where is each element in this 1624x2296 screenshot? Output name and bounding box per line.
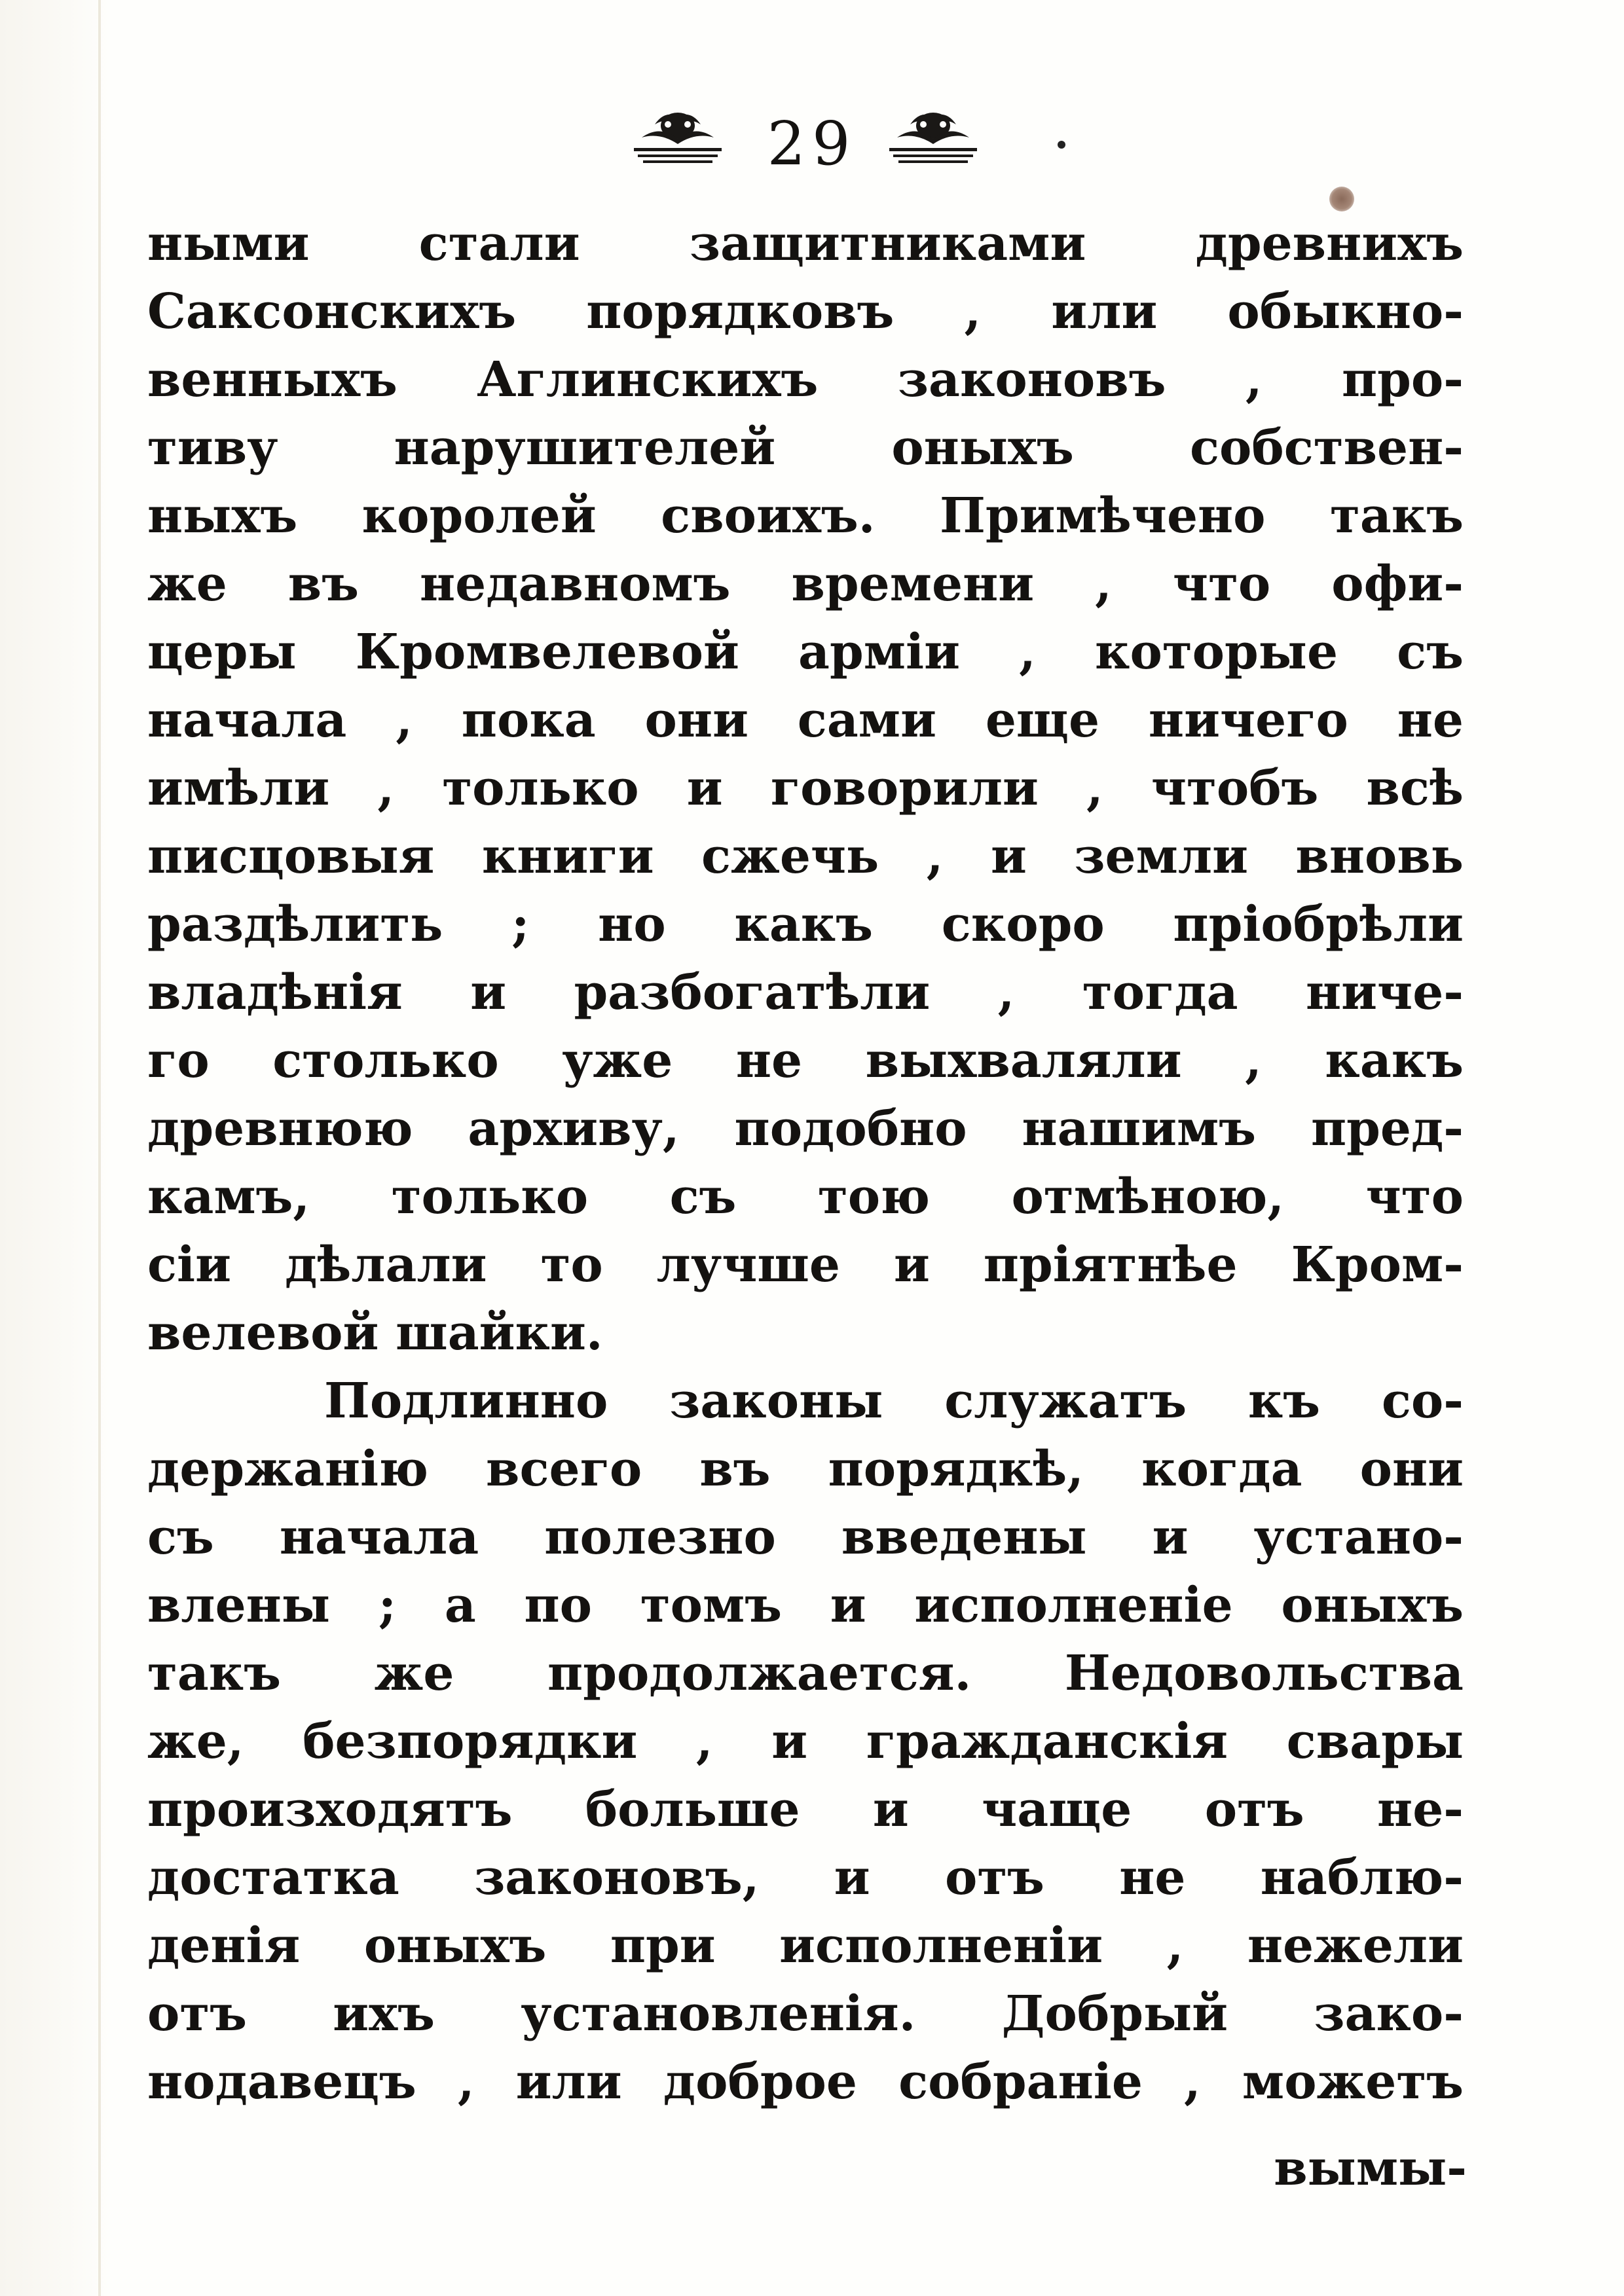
text-line: церы Кромвелевой арміи , которые съ (147, 624, 1464, 680)
text-line: начала , пока они сами еще ничего не (147, 692, 1464, 748)
text-line: влены ; а по томъ и исполненіе оныхъ (147, 1577, 1464, 1633)
text-line: раздѣлить ; но какъ скоро пріобрѣли (147, 896, 1464, 953)
page-header (0, 98, 1624, 190)
ink-stain (1329, 187, 1354, 211)
header-dot-mark (1058, 141, 1065, 149)
text-line: же въ недавномъ времени , что офи- (147, 556, 1464, 612)
text-line: такъ же продолжается. Недовольства (147, 1645, 1464, 1702)
text-line: ныхъ королей своихъ. Примѣчено такъ (147, 488, 1464, 544)
text-line: тиву нарушителей оныхъ собствен- (147, 420, 1464, 476)
text-line: владѣнія и разбогатѣли , тогда ниче- (147, 964, 1464, 1021)
text-line: денія оныхъ при исполненіи , нежели (147, 1918, 1464, 1974)
text-line: Саксонскихъ порядковъ , или обыкно- (147, 283, 1464, 340)
text-line: древнюю архиву, подобно нашимъ пред- (147, 1101, 1464, 1157)
text-line: венныхъ Аглинскихъ законовъ , про- (147, 352, 1464, 408)
text-line: имѣли , только и говорили , чтобъ всѣ (147, 760, 1464, 816)
fleuron-ornament-icon (884, 98, 982, 177)
text-line: съ начала полезно введены и устано- (147, 1509, 1464, 1565)
text-line: ными стали защитниками древнихъ (147, 215, 1464, 272)
text-line: держанію всего въ порядкѣ, когда они (147, 1441, 1464, 1497)
text-line: го столько уже не выхваляли , какъ (147, 1032, 1464, 1089)
page-gutter-shadow (0, 0, 111, 2296)
catchword: вымы- (1274, 2140, 1467, 2196)
text-line: велевой шайки. (147, 1305, 603, 1361)
text-line: нодавецъ , или доброе собраніе , можетъ (147, 2054, 1464, 2110)
text-line: писцовыя книги сжечь , и земли вновь (147, 828, 1464, 884)
page-gutter-line (98, 0, 101, 2296)
text-line: отъ ихъ установленія. Добрый зако- (147, 1986, 1464, 2042)
text-line: достатка законовъ, и отъ не наблю- (147, 1850, 1464, 1906)
text-line: камъ, только съ тою отмѣною, что (147, 1169, 1464, 1225)
text-line: произходятъ больше и чаще отъ не- (147, 1781, 1464, 1838)
text-line: же, безпорядки , и гражданскія свары (147, 1713, 1464, 1770)
paragraph-first-line: Подлинно законы служатъ къ со- (324, 1373, 1464, 1429)
page-number: 29 (767, 109, 857, 179)
fleuron-ornament-icon (629, 98, 727, 177)
text-line: сіи дѣлали то лучше и пріятнѣе Кром- (147, 1237, 1464, 1293)
body-text (147, 210, 1464, 2116)
